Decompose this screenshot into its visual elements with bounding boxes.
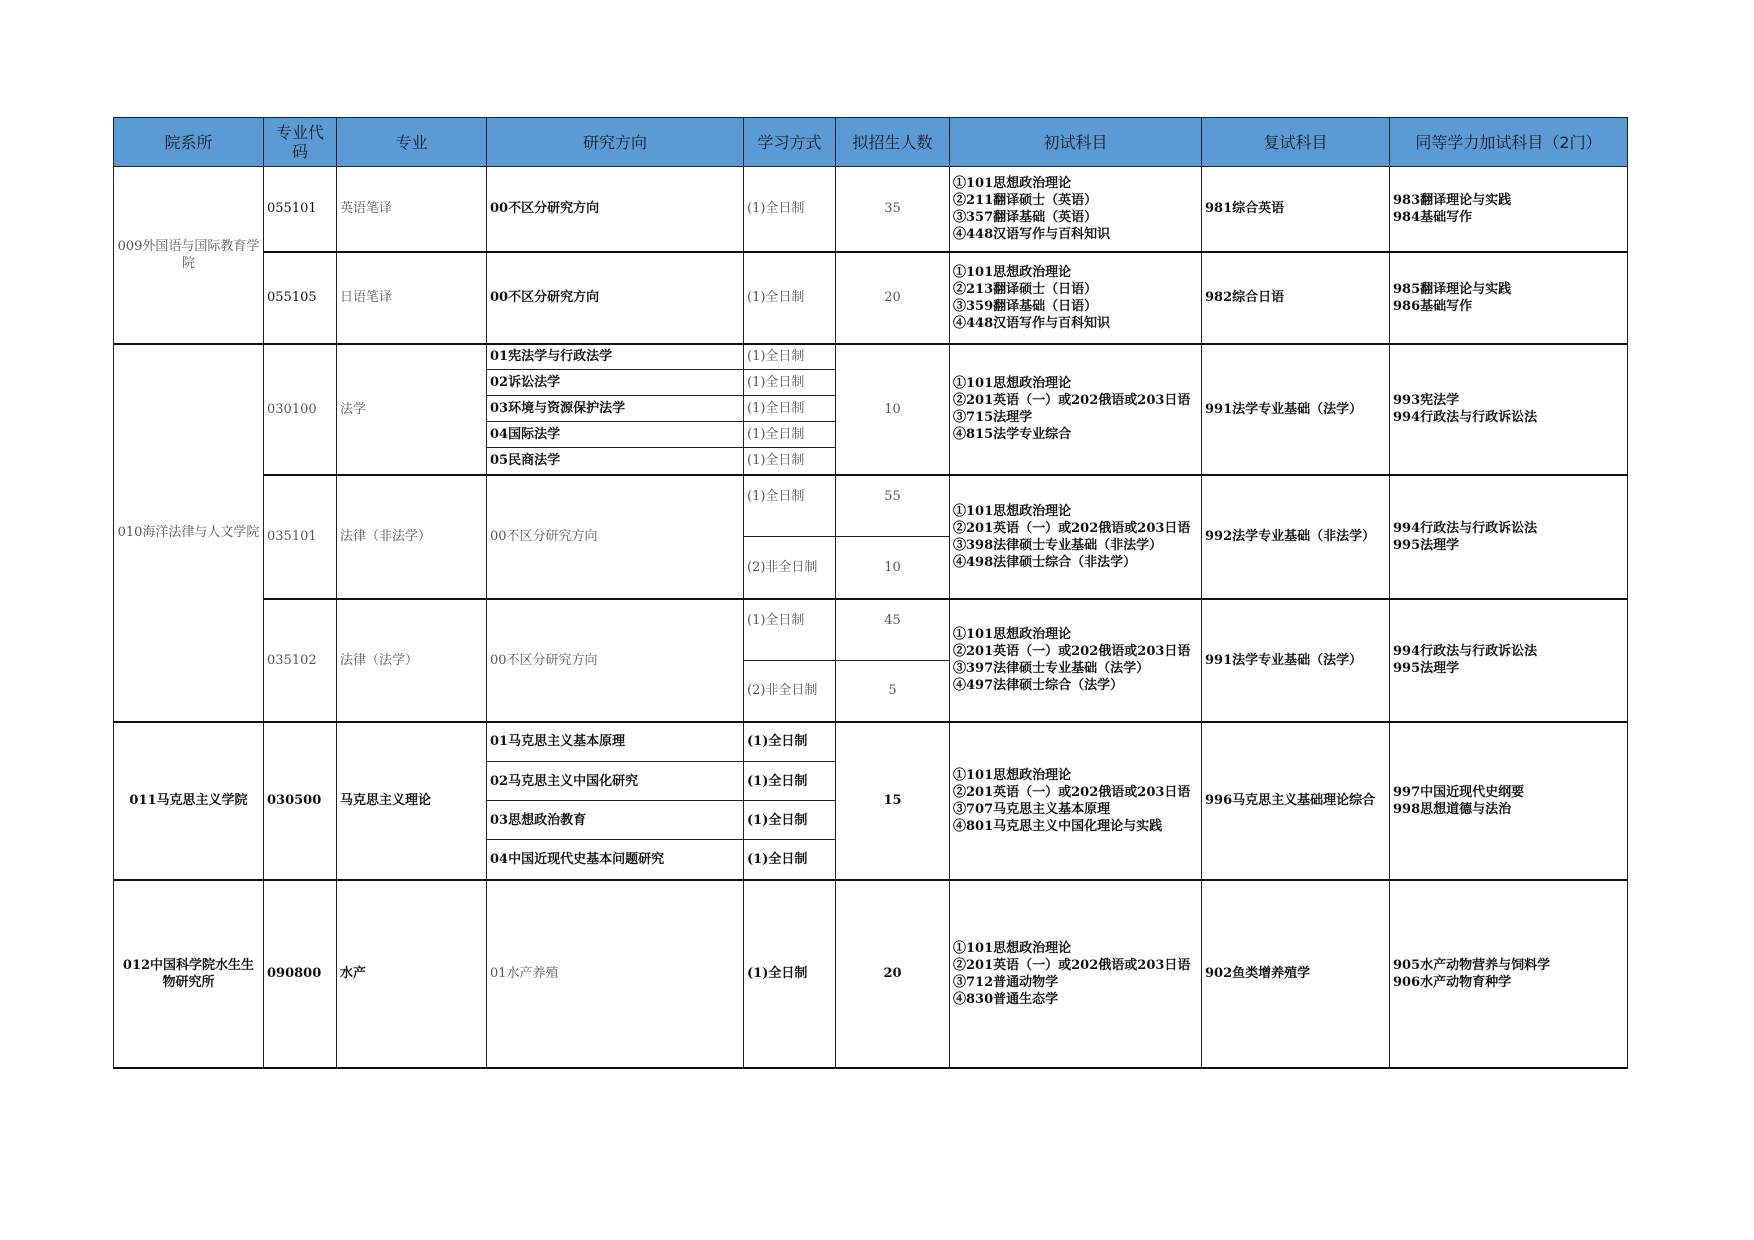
dept-cell: 012中国科学院水生生物研究所 [114, 880, 264, 1068]
table-row [114, 475, 1628, 537]
mode-cell: (1)全日制 [744, 370, 836, 396]
dept-cell: 011马克思主义学院 [114, 722, 264, 880]
header-mode: 学习方式 [744, 118, 836, 167]
mode-cell: (1)全日制 [744, 801, 836, 840]
exam2-cell: 996马克思主义基础理论综合 [1202, 722, 1390, 880]
quota-cell: 35 [836, 167, 950, 252]
mode-cell: (1)全日制 [744, 599, 836, 661]
code-cell: 035101 [264, 475, 337, 599]
direction-cell: 04国际法学 [487, 422, 744, 448]
header-code: 专业代码 [264, 118, 337, 167]
exam1-cell: ①101思想政治理论 ②201英语（一）或202俄语或203日语 ③715法理学 ④815法学专业综合 [950, 344, 1202, 475]
mode-cell: (1)全日制 [744, 840, 836, 880]
major-cell: 水产 [337, 880, 487, 1068]
exam2-cell: 991法学专业基础（法学） [1202, 344, 1390, 475]
quota-cell: 20 [836, 252, 950, 344]
direction-cell: 00不区分研究方向 [487, 475, 744, 599]
extra-cell: 994行政法与行政诉讼法 995法理学 [1390, 475, 1628, 599]
quota-cell: 20 [836, 880, 950, 1068]
extra-cell: 983翻译理论与实践 984基础写作 [1390, 167, 1628, 252]
table-row [114, 252, 1628, 344]
exam2-cell: 992法学专业基础（非法学） [1202, 475, 1390, 599]
code-cell: 055101 [264, 167, 337, 252]
code-cell: 030500 [264, 722, 337, 880]
direction-cell: 00不区分研究方向 [487, 599, 744, 722]
exam2-cell: 902鱼类增养殖学 [1202, 880, 1390, 1068]
code-cell: 090800 [264, 880, 337, 1068]
code-cell: 055105 [264, 252, 337, 344]
direction-cell: 01马克思主义基本原理 [487, 722, 744, 762]
mode-cell: (1)全日制 [744, 880, 836, 1068]
quota-cell: 45 [836, 599, 950, 661]
extra-cell: 905水产动物营养与饲料学 906水产动物育种学 [1390, 880, 1628, 1068]
mode-cell: (1)全日制 [744, 722, 836, 762]
major-cell: 日语笔译 [337, 252, 487, 344]
header-dept: 院系所 [114, 118, 264, 167]
major-cell: 法律（法学） [337, 599, 487, 722]
admissions-table [113, 117, 1627, 1069]
header-quota: 拟招生人数 [836, 118, 950, 167]
mode-cell: (1)全日制 [744, 762, 836, 801]
direction-cell: 01宪法学与行政法学 [487, 344, 744, 370]
direction-cell: 00不区分研究方向 [487, 167, 744, 252]
table-row [114, 880, 1628, 1068]
direction-cell: 01水产养殖 [487, 880, 744, 1068]
major-cell: 马克思主义理论 [337, 722, 487, 880]
exam1-cell: ①101思想政治理论 ②213翻译硕士（日语） ③359翻译基础（日语） ④448汉语写作与百科知识 [950, 252, 1202, 344]
exam2-cell: 981综合英语 [1202, 167, 1390, 252]
direction-cell: 03环境与资源保护法学 [487, 396, 744, 422]
direction-cell: 02马克思主义中国化研究 [487, 762, 744, 801]
quota-cell: 15 [836, 722, 950, 880]
exam1-cell: ①101思想政治理论 ②201英语（一）或202俄语或203日语 ③707马克思主义基本原理 ④801马克思主义中国化理论与实践 [950, 722, 1202, 880]
exam1-cell: ①101思想政治理论 ②201英语（一）或202俄语或203日语 ③398法律硕士专业基础（非法学） ④498法律硕士综合（非法学） [950, 475, 1202, 599]
major-cell: 法学 [337, 344, 487, 475]
table-row [114, 722, 1628, 762]
quota-cell: 55 [836, 475, 950, 537]
mode-cell: (1)全日制 [744, 422, 836, 448]
table-row [114, 167, 1628, 252]
header-major: 专业 [337, 118, 487, 167]
code-cell: 030100 [264, 344, 337, 475]
header-extra: 同等学力加试科目（2门） [1390, 118, 1628, 167]
major-cell: 法律（非法学） [337, 475, 487, 599]
mode-cell: (1)全日制 [744, 396, 836, 422]
header-row [114, 118, 1628, 167]
mode-cell: (1)全日制 [744, 252, 836, 344]
extra-cell: 994行政法与行政诉讼法 995法理学 [1390, 599, 1628, 722]
extra-cell: 993宪法学 994行政法与行政诉讼法 [1390, 344, 1628, 475]
header-exam1: 初试科目 [950, 118, 1202, 167]
exam1-cell: ①101思想政治理论 ②201英语（一）或202俄语或203日语 ③712普通动物学 ④830普通生态学 [950, 880, 1202, 1068]
exam1-cell: ①101思想政治理论 ②201英语（一）或202俄语或203日语 ③397法律硕士专业基础（法学） ④497法律硕士综合（法学） [950, 599, 1202, 722]
major-cell: 英语笔译 [337, 167, 487, 252]
exam2-cell: 991法学专业基础（法学） [1202, 599, 1390, 722]
code-cell: 035102 [264, 599, 337, 722]
exam2-cell: 982综合日语 [1202, 252, 1390, 344]
exam1-cell: ①101思想政治理论 ②211翻译硕士（英语） ③357翻译基础（英语） ④448汉语写作与百科知识 [950, 167, 1202, 252]
mode-cell: (2)非全日制 [744, 537, 836, 599]
direction-cell: 05民商法学 [487, 448, 744, 475]
direction-cell: 02诉讼法学 [487, 370, 744, 396]
quota-cell: 5 [836, 661, 950, 722]
mode-cell: (2)非全日制 [744, 661, 836, 722]
quota-cell: 10 [836, 344, 950, 475]
header-direction: 研究方向 [487, 118, 744, 167]
direction-cell: 00不区分研究方向 [487, 252, 744, 344]
mode-cell: (1)全日制 [744, 448, 836, 475]
direction-cell: 03思想政治教育 [487, 801, 744, 840]
mode-cell: (1)全日制 [744, 475, 836, 537]
header-exam2: 复试科目 [1202, 118, 1390, 167]
dept-cell: 009外国语与国际教育学院 [114, 167, 264, 344]
quota-cell: 10 [836, 537, 950, 599]
direction-cell: 04中国近现代史基本问题研究 [487, 840, 744, 880]
extra-cell: 997中国近现代史纲要 998思想道德与法治 [1390, 722, 1628, 880]
mode-cell: (1)全日制 [744, 167, 836, 252]
table-row [114, 344, 1628, 370]
dept-cell: 010海洋法律与人文学院 [114, 344, 264, 722]
table-row [114, 599, 1628, 661]
extra-cell: 985翻译理论与实践 986基础写作 [1390, 252, 1628, 344]
mode-cell: (1)全日制 [744, 344, 836, 370]
